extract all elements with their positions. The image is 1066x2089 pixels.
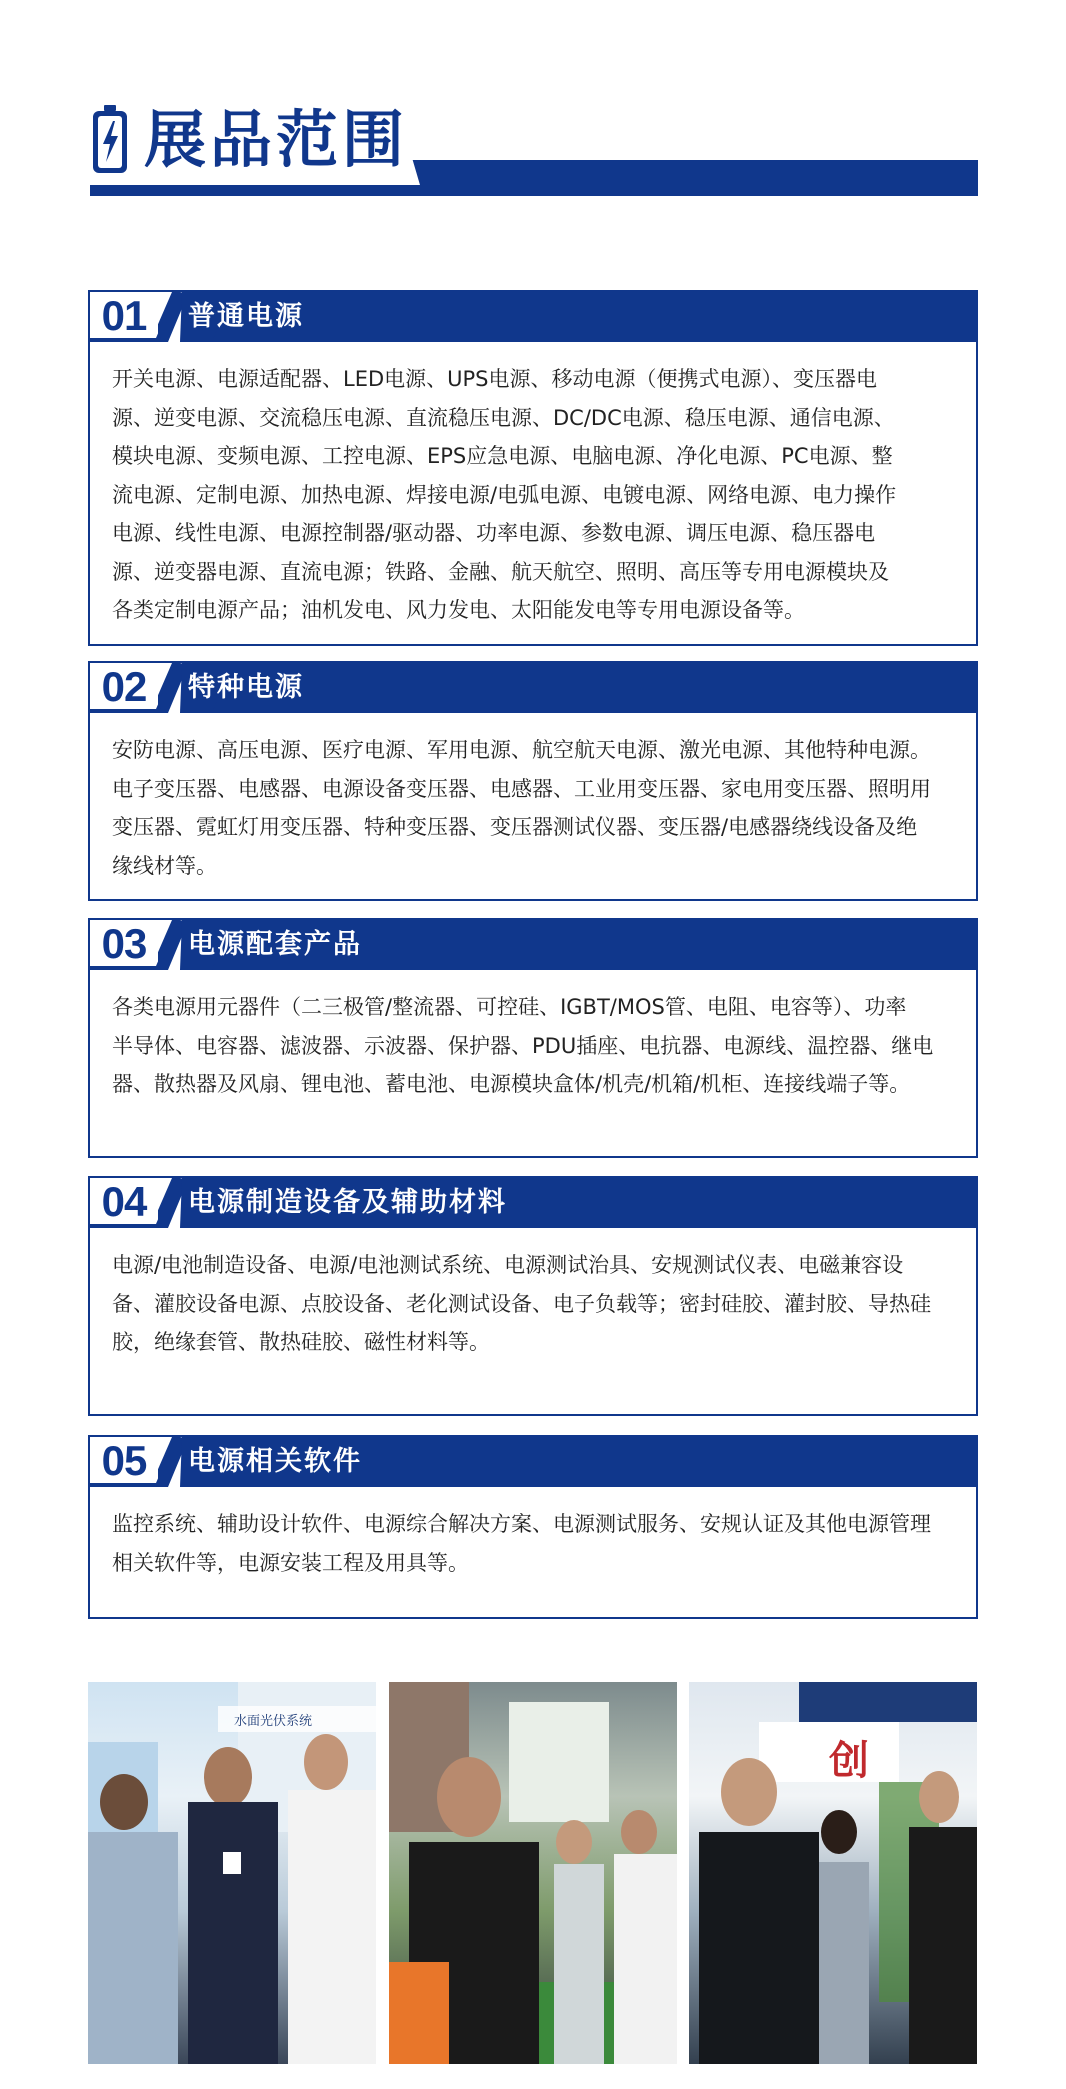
section-title: 电源配套产品 xyxy=(188,929,362,960)
section-number-box xyxy=(90,292,158,338)
body-line: 开关电源、电源适配器、LED电源、UPS电源、移动电源（便携式电源）、变压器电 xyxy=(112,367,877,391)
section-title: 特种电源 xyxy=(188,672,304,703)
exhibition-photo xyxy=(88,1682,376,2064)
section-number: 01 xyxy=(101,292,147,339)
section-header xyxy=(90,292,976,342)
body-line: 监控系统、辅助设计软件、电源综合解决方案、电源测试服务、安规认证及其他电源管理 xyxy=(112,1512,931,1536)
section-header xyxy=(90,1178,976,1228)
body-line: 缘线材等。 xyxy=(112,853,217,878)
section-header xyxy=(90,920,976,970)
booth-sign-text: 水面光伏系统 xyxy=(234,1714,313,1729)
photo-illustration xyxy=(689,1682,977,2064)
section-number-box xyxy=(90,663,158,709)
body-line: 源、逆变器电源、直流电源；铁路、金融、航天航空、照明、高压等专用电源模块及 xyxy=(112,559,889,584)
section-body xyxy=(90,970,976,1104)
photo-illustration xyxy=(389,1682,677,2064)
section-number: 05 xyxy=(101,1437,147,1484)
battery-bolt-icon xyxy=(90,104,130,176)
body-line: 电源、线性电源、电源控制器/驱动器、功率电源、参数电源、调压电源、稳压器电 xyxy=(112,521,876,545)
body-line: 安防电源、高压电源、医疗电源、军用电源、航空航天电源、激光电源、其他特种电源。 xyxy=(112,738,931,762)
page-title: 展品范围 xyxy=(144,103,409,176)
body-line: 相关软件等，电源安装工程及用具等。 xyxy=(112,1550,469,1575)
section-number-box xyxy=(90,920,158,966)
section-body xyxy=(90,1487,976,1582)
body-line: 备、灌胶设备电源、点胶设备、老化测试设备、电子负载等；密封硅胶、灌封胶、导热硅 xyxy=(112,1291,931,1316)
body-line: 变压器、霓虹灯用变压器、特种变压器、变压器测试仪器、变压器/电感器绕线设备及绝 xyxy=(112,815,918,839)
section-body xyxy=(90,713,976,885)
section-general-power xyxy=(88,290,978,646)
body-line: 电子变压器、电感器、电源设备变压器、电感器、工业用变压器、家电用变压器、照明用 xyxy=(112,776,931,801)
section-manufacturing-equipment xyxy=(88,1176,978,1416)
exhibition-photo xyxy=(389,1682,677,2064)
body-line: 流电源、定制电源、加热电源、焊接电源/电弧电源、电镀电源、网络电源、电力操作 xyxy=(112,482,897,507)
section-number-box xyxy=(90,1437,158,1483)
section-number: 04 xyxy=(101,1178,147,1225)
section-power-software xyxy=(88,1435,978,1619)
exhibition-photo xyxy=(689,1682,977,2064)
section-body xyxy=(90,1228,976,1362)
body-line: 各类定制电源产品；油机发电、风力发电、太阳能发电等专用电源设备等。 xyxy=(112,598,805,622)
section-special-power xyxy=(88,661,978,901)
body-line: 各类电源用元器件（二三极管/整流器、可控硅、IGBT/MOS管、电阻、电容等）、功率 xyxy=(112,995,907,1019)
body-line: 半导体、电容器、滤波器、示波器、保护器、PDU插座、电抗器、电源线、温控器、继电 xyxy=(112,1033,934,1058)
section-number: 03 xyxy=(101,920,147,967)
photo-illustration xyxy=(88,1682,376,2064)
section-number-box xyxy=(90,1178,158,1224)
section-title: 电源相关软件 xyxy=(188,1446,362,1477)
section-body xyxy=(90,342,976,630)
section-number: 02 xyxy=(101,663,147,710)
body-line: 器、散热器及风扇、锂电池、蓄电池、电源模块盒体/机壳/机箱/机柜、连接线端子等。 xyxy=(112,1072,911,1096)
section-header xyxy=(90,663,976,713)
body-line: 模块电源、变频电源、工控电源、EPS应急电源、电脑电源、净化电源、PC电源、整 xyxy=(112,444,893,468)
body-line: 电源/电池制造设备、电源/电池测试系统、电源测试治具、安规测试仪表、电磁兼容设 xyxy=(112,1253,904,1277)
section-title: 普通电源 xyxy=(188,301,304,332)
section-header xyxy=(90,1437,976,1487)
body-line: 源、逆变电源、交流稳压电源、直流稳压电源、DC/DC电源、稳压电源、通信电源、 xyxy=(112,405,895,430)
booth-sign-text: 创 xyxy=(829,1738,869,1784)
section-title: 电源制造设备及辅助材料 xyxy=(188,1187,507,1218)
body-line: 胶，绝缘套管、散热硅胶、磁性材料等。 xyxy=(112,1330,490,1354)
section-power-accessories xyxy=(88,918,978,1158)
